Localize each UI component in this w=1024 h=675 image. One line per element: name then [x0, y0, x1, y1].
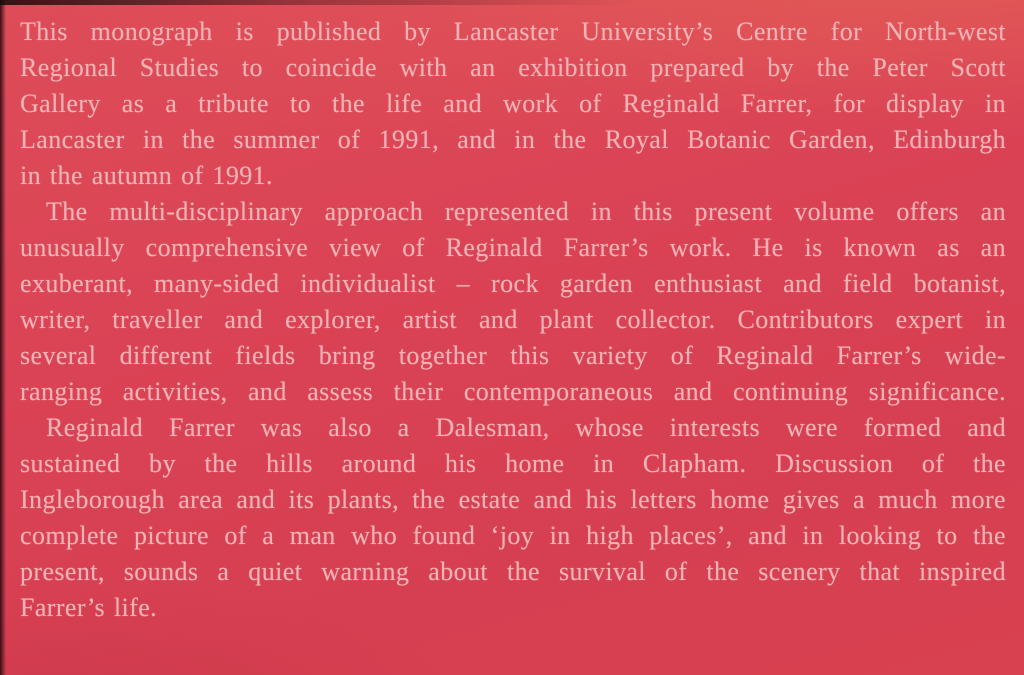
text-line: sustained by the hills around his home in Clapham. Discussion of the — [20, 449, 1006, 478]
text-line: The multi-disciplinary approach represented in this present volume offers an — [46, 197, 1006, 226]
text-line: Gallery as a tribute to the life and work of Reginald Farrer, for display in — [20, 89, 1006, 118]
text-line: Lancaster in the summer of 1991, and in the Royal Botanic Garden, Edinburgh — [20, 125, 1006, 154]
text-line: exuberant, many-sided individualist – rock garden enthusiast and field botanist, — [20, 269, 1006, 298]
paragraph-dalesman — [20, 410, 1006, 626]
text-line: ranging activities, and assess their contemporaneous and continuing significance. — [20, 377, 1006, 406]
paragraph-approach — [20, 194, 1006, 410]
text-line: writer, traveller and explorer, artist and plant collector. Contributors expert in — [20, 305, 1006, 334]
text-line: in the autumn of 1991. — [20, 161, 273, 190]
text-line: Ingleborough area and its plants, the estate and his letters home gives a much more — [20, 485, 1006, 514]
photo-edge-left — [0, 0, 6, 675]
text-line: Farrer’s life. — [20, 593, 158, 622]
text-line: complete picture of a man who found ‘joy in high places’, and in looking to the — [20, 521, 1006, 550]
photo-edge-top — [0, 0, 1024, 5]
text-line: Regional Studies to coincide with an exhibition prepared by the Peter Scott — [20, 53, 1006, 82]
text-line: This monograph is published by Lancaster University’s Centre for North-west — [20, 17, 1006, 46]
text-line: present, sounds a quiet warning about the survival of the scenery that inspired — [20, 557, 1006, 586]
text-line: Reginald Farrer was also a Dalesman, whose interests were formed and — [46, 413, 1006, 442]
text-line: several different fields bring together this variety of Reginald Farrer’s wide- — [20, 341, 1006, 370]
blurb-text-block — [20, 14, 1006, 626]
text-line: unusually comprehensive view of Reginald Farrer’s work. He is known as an — [20, 233, 1006, 262]
paragraph-publication — [20, 14, 1006, 194]
